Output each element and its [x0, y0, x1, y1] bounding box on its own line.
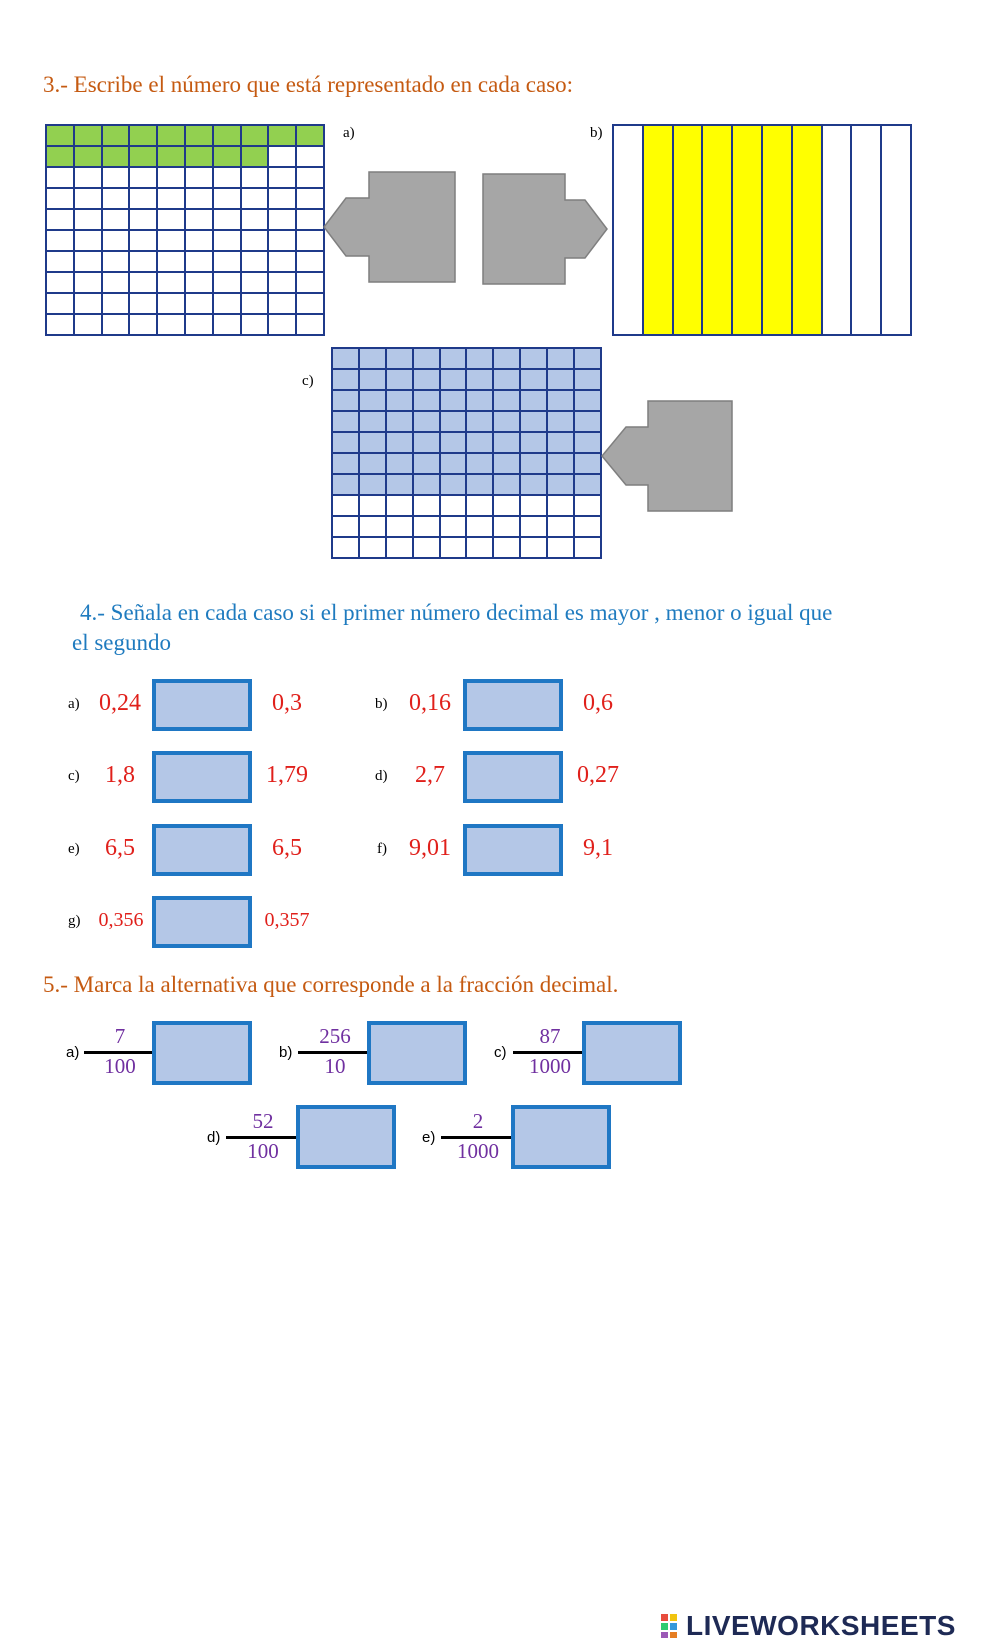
grid-cell	[242, 168, 270, 189]
grid-cell	[521, 475, 548, 496]
fraction-numerator: 52	[252, 1109, 274, 1133]
grid-cell	[130, 273, 158, 294]
compare-first-number: 1,8	[105, 762, 135, 788]
tenths-bar-b	[612, 124, 912, 336]
grid-cell	[103, 231, 131, 252]
grid-cell	[103, 126, 131, 147]
fraction-answer-box[interactable]	[367, 1021, 467, 1085]
compare-label: c)	[68, 768, 80, 784]
grid-cell	[75, 273, 103, 294]
grid-cell	[214, 126, 242, 147]
grid-cell	[269, 252, 297, 273]
grid-cell	[467, 433, 494, 454]
grid-cell	[186, 315, 214, 336]
grid-cell	[130, 315, 158, 336]
grid-cell	[414, 517, 441, 538]
grid-cell	[130, 168, 158, 189]
grid-cell	[269, 147, 297, 168]
grid-cell	[494, 370, 521, 391]
grid-cell	[441, 496, 468, 517]
grid-cell	[575, 370, 602, 391]
grid-cell	[441, 370, 468, 391]
grid-cell	[158, 126, 186, 147]
grid-cell	[494, 496, 521, 517]
fraction-answer-box[interactable]	[582, 1021, 682, 1085]
liveworksheets-logo-icon	[660, 1613, 686, 1639]
tenth-column	[852, 126, 882, 336]
grid-cell	[269, 294, 297, 315]
grid-cell	[333, 349, 360, 370]
exercise-5-title: 5.- Marca la alternativa que corresponde a la fracción decimal.	[43, 972, 619, 997]
grid-cell	[521, 517, 548, 538]
grid-cell	[494, 517, 521, 538]
grid-cell	[441, 538, 468, 559]
grid-cell	[158, 189, 186, 210]
grid-cell	[387, 454, 414, 475]
grid-cell	[521, 454, 548, 475]
grid-cell	[47, 294, 75, 315]
grid-cell	[47, 168, 75, 189]
grid-cell	[494, 475, 521, 496]
grid-cell	[158, 273, 186, 294]
compare-second-number: 0,3	[272, 690, 302, 716]
grid-cell	[103, 252, 131, 273]
fraction-label: a)	[66, 1044, 80, 1061]
grid-cell	[75, 252, 103, 273]
tenth-column	[614, 126, 644, 336]
fraction-denominator: 100	[104, 1054, 136, 1078]
grid-cell	[548, 349, 575, 370]
tenth-column	[644, 126, 674, 336]
compare-answer-box[interactable]	[152, 824, 252, 876]
hundred-grid-a	[45, 124, 325, 336]
tenth-column	[733, 126, 763, 336]
grid-cell	[47, 147, 75, 168]
grid-cell	[269, 273, 297, 294]
grid-cell	[494, 349, 521, 370]
grid-cell	[467, 475, 494, 496]
grid-cell	[214, 189, 242, 210]
grid-cell	[521, 391, 548, 412]
label-a: a)	[343, 125, 355, 141]
compare-first-number: 2,7	[415, 762, 445, 788]
grid-cell	[333, 454, 360, 475]
grid-cell	[47, 315, 75, 336]
grid-cell	[103, 210, 131, 231]
grid-cell	[186, 231, 214, 252]
fraction-label: e)	[422, 1129, 436, 1146]
hundred-grid-c	[331, 347, 602, 559]
fraction-denominator: 10	[324, 1054, 346, 1078]
grid-cell	[103, 168, 131, 189]
grid-cell	[414, 475, 441, 496]
compare-label: a)	[68, 696, 80, 712]
compare-second-number: 1,79	[266, 762, 308, 788]
fraction-numerator: 2	[472, 1109, 484, 1133]
answer-arrow-c[interactable]	[600, 399, 735, 514]
tenth-column	[823, 126, 853, 336]
grid-cell	[441, 433, 468, 454]
grid-cell	[521, 349, 548, 370]
grid-cell	[548, 538, 575, 559]
grid-cell	[360, 412, 387, 433]
grid-cell	[269, 126, 297, 147]
grid-cell	[158, 252, 186, 273]
fraction-numerator: 7	[114, 1024, 126, 1048]
grid-cell	[360, 517, 387, 538]
grid-cell	[103, 315, 131, 336]
grid-cell	[360, 475, 387, 496]
grid-cell	[130, 126, 158, 147]
label-c: c)	[302, 373, 314, 389]
compare-first-number: 9,01	[409, 835, 451, 861]
grid-cell	[575, 433, 602, 454]
grid-cell	[75, 315, 103, 336]
liveworksheets-logo	[660, 1610, 956, 1642]
compare-first-number: 6,5	[105, 835, 135, 861]
grid-cell	[467, 517, 494, 538]
grid-cell	[75, 168, 103, 189]
grid-cell	[414, 412, 441, 433]
compare-label: g)	[68, 913, 81, 929]
compare-answer-box[interactable]	[152, 679, 252, 731]
compare-second-number: 9,1	[583, 835, 613, 861]
grid-cell	[521, 370, 548, 391]
grid-cell	[333, 391, 360, 412]
compare-label: b)	[375, 696, 388, 712]
grid-cell	[297, 315, 325, 336]
grid-cell	[214, 315, 242, 336]
grid-cell	[441, 412, 468, 433]
grid-cell	[297, 147, 325, 168]
grid-cell	[269, 231, 297, 252]
grid-cell	[47, 210, 75, 231]
grid-cell	[414, 433, 441, 454]
grid-cell	[548, 475, 575, 496]
grid-cell	[158, 147, 186, 168]
answer-arrow-b[interactable]	[481, 172, 611, 287]
grid-cell	[387, 475, 414, 496]
grid-cell	[297, 231, 325, 252]
grid-cell	[214, 231, 242, 252]
grid-cell	[387, 391, 414, 412]
grid-cell	[441, 391, 468, 412]
grid-cell	[75, 189, 103, 210]
grid-cell	[575, 391, 602, 412]
grid-cell	[297, 294, 325, 315]
grid-cell	[333, 538, 360, 559]
grid-cell	[75, 294, 103, 315]
compare-second-number: 0,357	[264, 909, 310, 931]
compare-first-number: 0,16	[409, 690, 451, 716]
grid-cell	[521, 412, 548, 433]
grid-cell	[360, 370, 387, 391]
grid-cell	[103, 189, 131, 210]
grid-cell	[130, 147, 158, 168]
fraction-numerator: 256	[319, 1024, 351, 1048]
grid-cell	[333, 433, 360, 454]
grid-cell	[467, 349, 494, 370]
grid-cell	[467, 538, 494, 559]
grid-cell	[521, 433, 548, 454]
grid-cell	[521, 496, 548, 517]
grid-cell	[297, 273, 325, 294]
grid-cell	[214, 252, 242, 273]
grid-cell	[158, 210, 186, 231]
compare-label: d)	[375, 768, 388, 784]
grid-cell	[548, 454, 575, 475]
grid-cell	[158, 315, 186, 336]
grid-cell	[214, 273, 242, 294]
grid-cell	[130, 231, 158, 252]
grid-cell	[441, 349, 468, 370]
grid-cell	[360, 538, 387, 559]
grid-cell	[103, 273, 131, 294]
answer-arrow-a[interactable]	[322, 170, 457, 285]
grid-cell	[242, 126, 270, 147]
grid-cell	[414, 454, 441, 475]
grid-cell	[333, 517, 360, 538]
grid-cell	[186, 147, 214, 168]
grid-cell	[130, 210, 158, 231]
grid-cell	[242, 252, 270, 273]
grid-cell	[575, 538, 602, 559]
grid-cell	[47, 126, 75, 147]
grid-cell	[75, 147, 103, 168]
compare-first-number: 0,356	[98, 909, 144, 931]
grid-cell	[387, 496, 414, 517]
grid-cell	[47, 231, 75, 252]
grid-cell	[360, 454, 387, 475]
grid-cell	[186, 189, 214, 210]
liveworksheets-logo-text: LIVEWORKSHEETS	[686, 1610, 956, 1641]
grid-cell	[548, 370, 575, 391]
grid-cell	[467, 391, 494, 412]
grid-cell	[441, 475, 468, 496]
compare-first-number: 0,24	[99, 690, 141, 716]
grid-cell	[548, 517, 575, 538]
grid-cell	[548, 433, 575, 454]
grid-cell	[333, 496, 360, 517]
compare-answer-box[interactable]	[152, 751, 252, 803]
grid-cell	[158, 168, 186, 189]
grid-cell	[360, 496, 387, 517]
grid-cell	[414, 538, 441, 559]
fraction-denominator: 1000	[529, 1054, 571, 1078]
grid-cell	[575, 496, 602, 517]
grid-cell	[214, 210, 242, 231]
grid-cell	[214, 294, 242, 315]
fraction-denominator: 1000	[457, 1139, 499, 1163]
grid-cell	[360, 349, 387, 370]
grid-cell	[75, 126, 103, 147]
grid-cell	[575, 475, 602, 496]
grid-cell	[575, 517, 602, 538]
grid-cell	[269, 189, 297, 210]
tenth-column	[703, 126, 733, 336]
grid-cell	[242, 231, 270, 252]
fraction-answer-box[interactable]	[296, 1105, 396, 1169]
compare-second-number: 0,6	[583, 690, 613, 716]
tenth-column	[674, 126, 704, 336]
grid-cell	[387, 349, 414, 370]
fraction-answer-box[interactable]	[511, 1105, 611, 1169]
grid-cell	[387, 370, 414, 391]
grid-cell	[467, 454, 494, 475]
grid-cell	[186, 294, 214, 315]
grid-cell	[387, 412, 414, 433]
grid-cell	[441, 517, 468, 538]
grid-cell	[575, 412, 602, 433]
grid-cell	[130, 189, 158, 210]
grid-cell	[297, 189, 325, 210]
grid-cell	[297, 252, 325, 273]
grid-cell	[360, 433, 387, 454]
grid-cell	[467, 496, 494, 517]
fraction-label: d)	[207, 1129, 221, 1146]
grid-cell	[494, 454, 521, 475]
grid-cell	[47, 252, 75, 273]
grid-cell	[548, 412, 575, 433]
tenth-column	[763, 126, 793, 336]
grid-cell	[186, 252, 214, 273]
grid-cell	[494, 412, 521, 433]
grid-cell	[494, 433, 521, 454]
compare-answer-box[interactable]	[463, 824, 563, 876]
grid-cell	[414, 349, 441, 370]
grid-cell	[521, 538, 548, 559]
fraction-label: c)	[494, 1044, 507, 1061]
grid-cell	[467, 370, 494, 391]
compare-second-number: 0,27	[577, 762, 619, 788]
grid-cell	[242, 210, 270, 231]
grid-cell	[242, 294, 270, 315]
label-b: b)	[590, 125, 603, 141]
grid-cell	[360, 391, 387, 412]
compare-answer-box[interactable]	[463, 751, 563, 803]
grid-cell	[103, 147, 131, 168]
grid-cell	[414, 391, 441, 412]
grid-cell	[297, 168, 325, 189]
grid-cell	[494, 538, 521, 559]
grid-cell	[269, 168, 297, 189]
grid-cell	[387, 517, 414, 538]
grid-cell	[548, 496, 575, 517]
compare-second-number: 6,5	[272, 835, 302, 861]
exercise-3-title: 3.- Escribe el número que está representado en cada caso:	[43, 72, 574, 97]
grid-cell	[130, 252, 158, 273]
grid-cell	[75, 231, 103, 252]
grid-cell	[333, 370, 360, 391]
grid-cell	[333, 475, 360, 496]
grid-cell	[414, 496, 441, 517]
grid-cell	[130, 294, 158, 315]
grid-cell	[441, 454, 468, 475]
grid-cell	[575, 454, 602, 475]
grid-cell	[297, 210, 325, 231]
tenth-column	[882, 126, 912, 336]
grid-cell	[269, 315, 297, 336]
grid-cell	[103, 294, 131, 315]
grid-cell	[242, 147, 270, 168]
compare-label: e)	[68, 841, 80, 857]
grid-cell	[297, 126, 325, 147]
fraction-numerator: 87	[539, 1024, 561, 1048]
fraction-label: b)	[279, 1044, 293, 1061]
grid-cell	[158, 231, 186, 252]
grid-cell	[47, 189, 75, 210]
grid-cell	[414, 370, 441, 391]
grid-cell	[467, 412, 494, 433]
exercise-4-title-wrap	[72, 630, 171, 656]
grid-cell	[548, 391, 575, 412]
grid-cell	[333, 412, 360, 433]
grid-cell	[242, 189, 270, 210]
grid-cell	[242, 315, 270, 336]
grid-cell	[214, 147, 242, 168]
grid-cell	[387, 538, 414, 559]
tenth-column	[793, 126, 823, 336]
compare-label: f)	[377, 841, 387, 857]
grid-cell	[186, 168, 214, 189]
compare-answer-box[interactable]	[463, 679, 563, 731]
compare-answer-box[interactable]	[152, 896, 252, 948]
grid-cell	[186, 273, 214, 294]
grid-cell	[242, 273, 270, 294]
exercise-4-title	[80, 600, 832, 626]
fraction-answer-box[interactable]	[152, 1021, 252, 1085]
grid-cell	[186, 126, 214, 147]
grid-cell	[158, 294, 186, 315]
grid-cell	[47, 273, 75, 294]
grid-cell	[575, 349, 602, 370]
grid-cell	[387, 433, 414, 454]
grid-cell	[75, 210, 103, 231]
exercise-4-title-line2: el segundo	[72, 630, 172, 655]
grid-cell	[214, 168, 242, 189]
grid-cell	[494, 391, 521, 412]
grid-cell	[269, 210, 297, 231]
grid-cell	[186, 210, 214, 231]
exercise-4-title-line1: 4.- Señala en cada caso si el primer número decimal es mayor , menor o igual que	[80, 600, 833, 625]
fraction-denominator: 100	[247, 1139, 279, 1163]
